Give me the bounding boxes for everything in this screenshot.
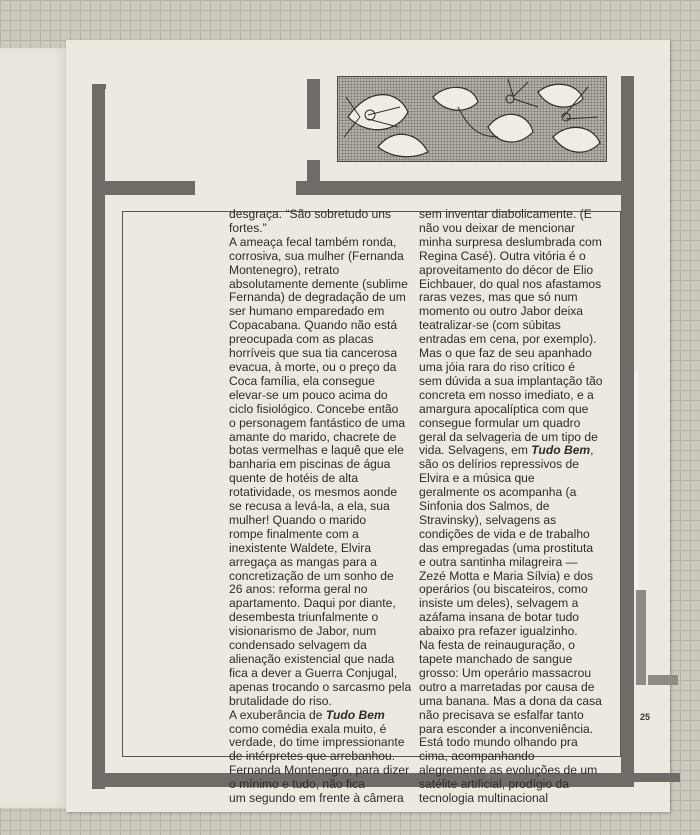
text-line: Está todo mundo olhando pra — [419, 735, 578, 750]
text-line: uma jóia rara do riso crítico é — [419, 359, 575, 374]
text-line: botas vermelhas e laquê que ele — [229, 443, 404, 458]
frame-bar-small-vertical-2 — [307, 160, 320, 181]
text-line: de intérpretes que arrebanhou. — [229, 749, 396, 764]
text-line: Stravinsky), selvagens as — [419, 512, 557, 527]
text-line: insiste um deles), selvagem a — [419, 596, 579, 611]
text-line: Coca família, ela consegue — [229, 373, 375, 388]
text-line: Fernanda Montenegro, para dizer — [229, 763, 410, 778]
text-line: o personagem fantástico de uma — [229, 415, 406, 430]
text-line: corrosiva, sua mulher (Fernanda — [229, 248, 404, 263]
text-line: evacua, à morte, ou o preço da — [229, 359, 397, 374]
frame-bar-right-step — [648, 675, 678, 685]
text-line: tapete manchado de sangue — [419, 652, 573, 666]
text-line: Fernanda) de degradação de um — [229, 290, 406, 305]
text-line: quente de hotéis de alta — [229, 471, 359, 486]
text-line: alienação existencial que nada — [229, 652, 395, 666]
frame-bar-right-highlight — [634, 370, 638, 590]
text-line: o mínimo e tudo, não fica — [229, 777, 365, 792]
text-line: aproveitamento do décor de Elio — [419, 262, 594, 277]
frame-bar-right-vertical-2 — [636, 590, 646, 685]
text-line: satélite artificial, prodígio da — [419, 777, 569, 792]
text-line: alegremente as evoluções de um — [419, 763, 598, 778]
text-line: fortes.” — [229, 220, 267, 235]
text-line: entradas em cena, por exemplo). — [419, 332, 597, 347]
text-line: minha surpresa deslumbrada com — [419, 234, 602, 249]
text-line: A ameaça fecal também ronda, — [229, 234, 397, 249]
text-line: Copacabana. Quando não está — [229, 318, 398, 333]
text-line: outro a marretadas por causa de — [419, 679, 595, 694]
text-line: consegue formular um quadro — [419, 415, 581, 430]
text-line: elevar-se um pouco acima do — [229, 387, 388, 402]
text-line: 26 anos: reforma geral no — [229, 582, 368, 597]
frame-bar-left-top-cap — [92, 84, 106, 89]
text-line: grosso: Um operário massacrou — [419, 665, 592, 680]
text-line: geralmente os acompanha (a — [419, 485, 577, 500]
facing-page-edge — [0, 48, 67, 808]
text-line: se recusa a levá-la, a ela, sua — [229, 499, 390, 514]
text-line: rompe finalmente com a — [229, 526, 359, 541]
decorative-flower-icon — [338, 77, 606, 161]
text-column-left — [229, 208, 414, 806]
frame-bar-upper-horizontal — [296, 181, 625, 195]
text-line: concretização de um sonho de — [229, 568, 394, 583]
text-line: vida. Selvagens, em Tudo Bem, — [419, 443, 594, 458]
text-line: condensado selvagem da — [229, 638, 367, 653]
text-line: concreta em nosso imediato, e a — [419, 387, 594, 402]
text-line: banharia em piscinas de água — [229, 457, 391, 472]
text-line: e outra santinha milagreira — — [419, 554, 578, 569]
text-line: para esconder a inconveniência. — [419, 721, 594, 736]
text-line: Mas o que faz de seu apanhado — [419, 346, 592, 361]
text-line: uma banana. Mas a dona da casa — [419, 693, 602, 708]
text-line: ciclo fisiológico. Concebe então — [229, 401, 399, 416]
text-line: desgraça. “São sobretudo uns — [229, 207, 392, 221]
text-line: não precisava se esfalfar tanto — [419, 707, 584, 722]
text-line: Elvira e a música que — [419, 471, 535, 486]
text-line: fica a dever a Guerra Conjugal, — [229, 665, 398, 680]
frame-bar-left-vertical — [92, 84, 105, 789]
page-number: 25 — [640, 712, 651, 722]
text-line: absolutamente demente (sublime — [229, 276, 408, 291]
frame-bar-right-tail — [634, 773, 680, 782]
text-line: apenas trocando o sarcasmo pela — [229, 679, 412, 694]
text-line: um segundo em frente à câmera — [229, 791, 404, 806]
text-line: mulher! Quando o marido — [229, 512, 367, 527]
text-line: raras vezes, mas que só num — [419, 290, 578, 305]
text-line: horríveis que sua tia cancerosa — [229, 346, 398, 361]
text-line: rotatividade, os mesmos aonde — [229, 485, 398, 500]
text-line: sem dúvida a sua implantação tão — [419, 373, 603, 388]
text-line: geral da selvageria de um tipo de — [419, 429, 598, 444]
text-line: Regina Casé). Outra vitória é o — [419, 248, 586, 263]
text-line: tecnologia multinacional — [419, 791, 549, 806]
text-line: teatralizar-se (com súbitas — [419, 318, 561, 333]
text-line: arregaça as mangas para a — [229, 554, 377, 569]
text-line: brutalidade do riso. — [229, 693, 332, 708]
frame-bar-small-vertical — [307, 79, 320, 129]
text-line: verdade, do time impressionante — [229, 735, 405, 750]
text-line: Eichbauer, do qual nos afastamos — [419, 276, 602, 291]
text-line: amargura apocalíptica com que — [419, 401, 589, 416]
text-line: são os delírios repressivos de — [419, 457, 579, 472]
text-column-right — [419, 208, 604, 806]
text-line: cima, acompanhando — [419, 749, 535, 764]
frame-bar-right-vertical — [621, 76, 634, 784]
text-line: inexistente Waldete, Elvira — [229, 540, 372, 555]
illustration-panel — [337, 76, 607, 162]
text-line: ser humano emparedado em — [229, 304, 385, 319]
text-line: sem inventar diabolicamente. (E — [419, 207, 592, 221]
text-line: momento ou outro Jabor deixa — [419, 304, 584, 319]
frame-bar-upper-left-horizontal — [105, 181, 195, 195]
text-line: azáfama insana de botar tudo — [419, 610, 580, 625]
text-line: Zezé Motta e Maria Sílvia) e dos — [419, 568, 594, 583]
text-line: abaixo pra refazer igualzinho. — [419, 624, 578, 639]
text-line: Sinfonia dos Salmos, de — [419, 499, 550, 514]
text-line: das empregadas (uma prostituta — [419, 540, 594, 555]
text-line: como comédia exala muito, é — [229, 721, 387, 736]
text-line: condições de vida e de trabalho — [419, 526, 590, 541]
text-line: apartamento. Daqui por diante, — [229, 596, 396, 611]
text-line: Na festa de reinauguração, o — [419, 638, 575, 653]
text-line: A exuberância de Tudo Bem — [229, 707, 385, 722]
text-line: não vou deixar de mencionar — [419, 220, 575, 235]
text-line: Montenegro), retrato — [229, 262, 340, 277]
text-line: preocupada com as placas — [229, 332, 374, 347]
text-line: visionarismo de Jabor, num — [229, 624, 377, 639]
text-line: desembesta triunfalmente o — [229, 610, 379, 625]
text-line: operários (ou biscateiros, como — [419, 582, 588, 597]
text-line: amante do marido, chacrete de — [229, 429, 397, 444]
